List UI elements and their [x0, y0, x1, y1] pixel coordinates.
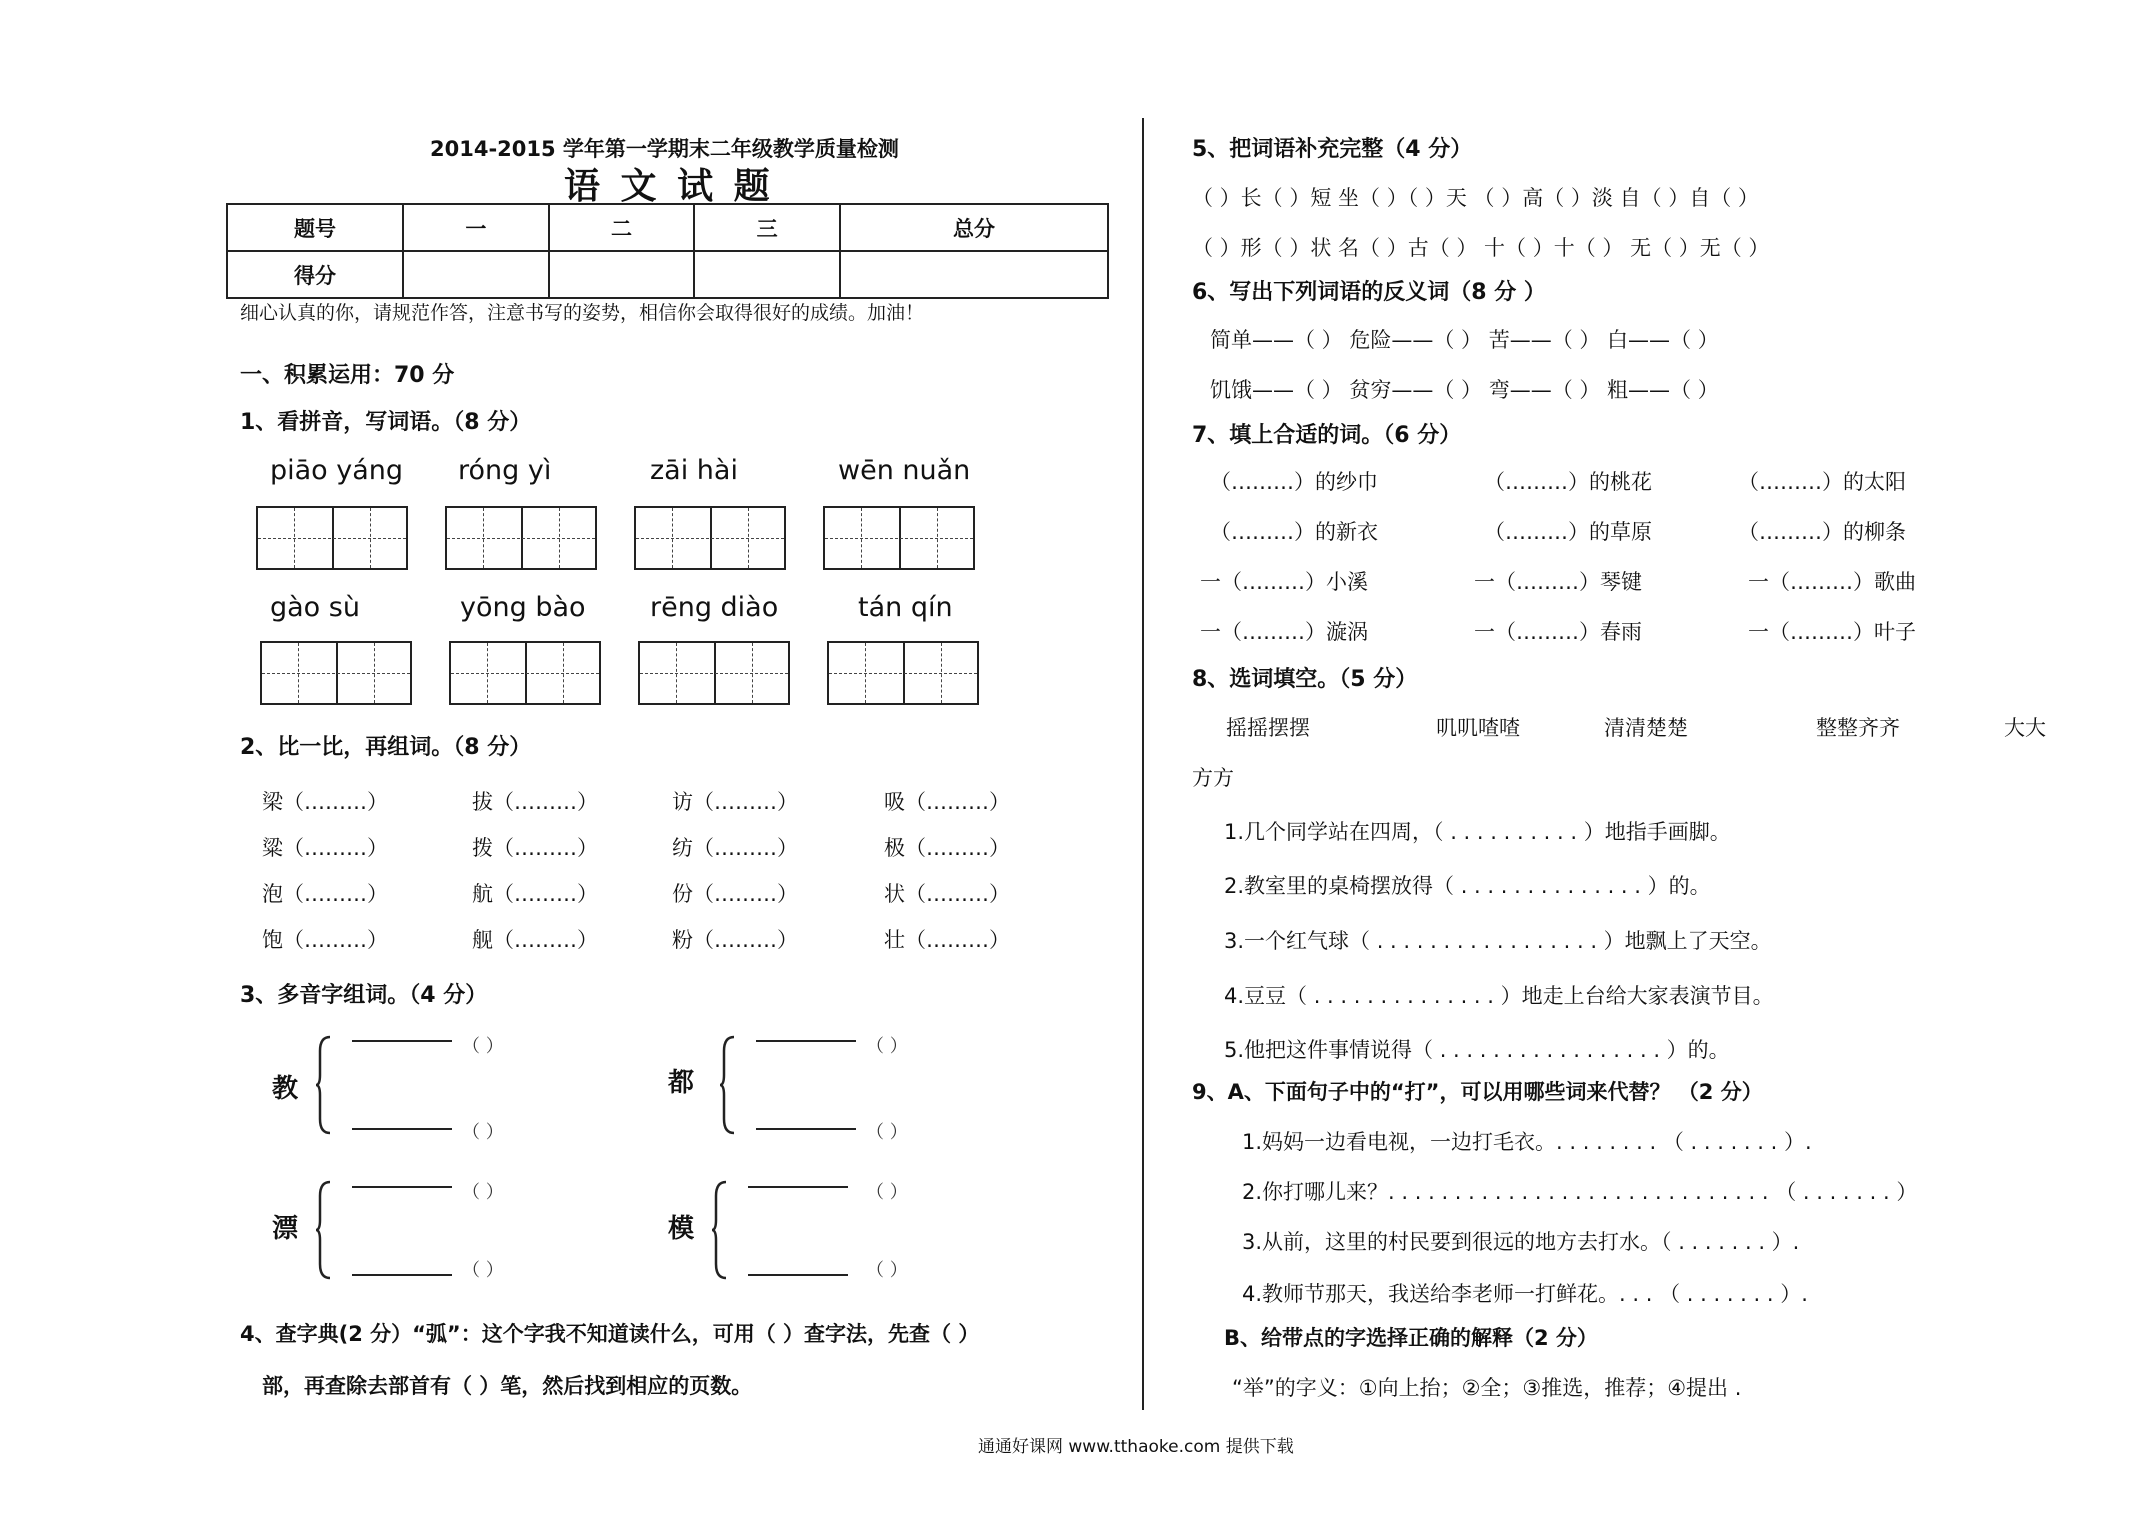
- column-divider: [1142, 118, 1144, 1410]
- page-footer: 通通好课网 www.tthaoke.com 提供下载: [978, 1437, 1294, 1457]
- pinyin-label: tán qín: [858, 592, 953, 623]
- score-table-header-row: [227, 204, 1108, 251]
- exam-title: 语 文 试 题: [564, 166, 774, 207]
- fill-word-item[interactable]: 一（………）春雨: [1474, 620, 1642, 644]
- writing-grid[interactable]: [634, 506, 786, 570]
- compare-item[interactable]: 航（………）: [472, 882, 598, 906]
- section-1-heading: 一、积累运用：70 分: [240, 363, 455, 388]
- q7-title: 7、填上合适的词。（6 分）: [1192, 423, 1462, 448]
- compare-item[interactable]: 梁（………）: [262, 790, 388, 814]
- compare-item[interactable]: 份（………）: [672, 882, 798, 906]
- compare-item[interactable]: 泡（………）: [262, 882, 388, 906]
- replace-sentence[interactable]: 1.妈妈一边看电视，一边打毛衣。. . . . . . . . （ . . . . . . . ）.: [1242, 1130, 1812, 1154]
- compare-item[interactable]: 拨（………）: [472, 836, 598, 860]
- compare-item[interactable]: 访（………）: [672, 790, 798, 814]
- polyphone-char: 教: [272, 1074, 299, 1104]
- answer-line[interactable]: [352, 1274, 452, 1276]
- q3-title: 3、多音字组词。（4 分）: [240, 983, 488, 1008]
- pinyin-label: róng yì: [458, 455, 552, 486]
- fill-word-item[interactable]: 一（………）小溪: [1200, 570, 1368, 594]
- pinyin-paren[interactable]: （ ）: [866, 1182, 908, 1203]
- answer-line[interactable]: [748, 1186, 848, 1188]
- fill-word-item[interactable]: （………）的纱巾: [1210, 470, 1378, 494]
- compare-item[interactable]: 极（………）: [884, 836, 1010, 860]
- word-choice: 叽叽喳喳: [1436, 716, 1520, 740]
- score-input-cell[interactable]: [549, 251, 695, 298]
- pinyin-paren[interactable]: （ ）: [462, 1036, 504, 1057]
- fill-word-item[interactable]: 一（………）叶子: [1748, 620, 1916, 644]
- q9-title: 9、A、下面句子中的“打”，可以用哪些词来代替？ （2 分）: [1192, 1080, 1763, 1104]
- pinyin-paren[interactable]: （ ）: [866, 1036, 908, 1057]
- compare-item[interactable]: 舰（………）: [472, 928, 598, 952]
- score-cell: 二: [549, 204, 695, 251]
- fill-sentence[interactable]: 1.几个同学站在四周，（ . . . . . . . . . . ）地指手画脚。: [1224, 820, 1731, 844]
- compare-item[interactable]: 粉（………）: [672, 928, 798, 952]
- pinyin-paren[interactable]: （ ）: [462, 1122, 504, 1143]
- answer-line[interactable]: [748, 1274, 848, 1276]
- score-cell: 一: [403, 204, 549, 251]
- pinyin-label: piāo yáng: [270, 455, 404, 486]
- pinyin-label: yōng bào: [460, 592, 586, 623]
- word-choice: 清清楚楚: [1604, 716, 1688, 740]
- replace-sentence[interactable]: 4.教师节那天，我送给李老师一打鲜花。. . . （ . . . . . . . ）.: [1242, 1282, 1808, 1306]
- score-input-cell[interactable]: [694, 251, 840, 298]
- fill-word-item[interactable]: 一（………）歌曲: [1748, 570, 1916, 594]
- replace-sentence[interactable]: 2.你打哪儿来？. . . . . . . . . . . . . . . . . . . . . . . . . . . . . （ . . . . . . . ）: [1242, 1180, 1918, 1204]
- q6-line-1[interactable]: 简单——（ ） 危险——（ ） 苦——（ ） 白——（ ）: [1210, 328, 1719, 352]
- answer-line[interactable]: [756, 1040, 856, 1042]
- score-input-cell[interactable]: [403, 251, 549, 298]
- score-table: [226, 203, 1109, 299]
- q4-line-1: 4、查字典(2 分）“弧”：这个字我不知道读什么，可用（ ）查字法，先查（ ）: [240, 1322, 980, 1346]
- fill-word-item[interactable]: （………）的桃花: [1484, 470, 1652, 494]
- polyphone-char: 都: [668, 1068, 695, 1098]
- brace-icon: [720, 1035, 736, 1135]
- answer-line[interactable]: [352, 1128, 452, 1130]
- score-table-score-row: [227, 251, 1108, 298]
- pinyin-label: zāi hài: [650, 455, 738, 486]
- brace-icon: [316, 1180, 332, 1280]
- writing-grid[interactable]: [260, 641, 412, 705]
- polyphone-char: 漂: [272, 1214, 299, 1244]
- writing-grid[interactable]: [638, 641, 790, 705]
- fill-word-item[interactable]: （………）的柳条: [1738, 520, 1906, 544]
- q2-title: 2、比一比，再组词。（8 分）: [240, 735, 532, 760]
- q6-line-2[interactable]: 饥饿——（ ） 贫穷——（ ） 弯——（ ） 粗——（ ）: [1210, 378, 1719, 402]
- writing-grid[interactable]: [256, 506, 408, 570]
- word-choice: 摇摇摆摆: [1226, 716, 1310, 740]
- q5-line-1[interactable]: （ ）长（ ）短 坐（ ）（ ）天 （ ）高（ ）淡 自（ ）自（ ）: [1192, 186, 1759, 210]
- fill-sentence[interactable]: 2.教室里的桌椅摆放得（ . . . . . . . . . . . . . . ）的。: [1224, 874, 1711, 898]
- fill-sentence[interactable]: 5.他把这件事情说得（ . . . . . . . . . . . . . . . . . ）的。: [1224, 1038, 1730, 1062]
- polyphone-char: 模: [668, 1214, 695, 1244]
- pinyin-paren[interactable]: （ ）: [866, 1260, 908, 1281]
- writing-grid[interactable]: [449, 641, 601, 705]
- q5-line-2[interactable]: （ ）形（ ）状 名（ ）古（ ） 十（ ）十（ ） 无（ ）无（ ）: [1192, 236, 1770, 260]
- q9-b-definitions: “举”的字义：①向上抬；②全；③推选，推荐；④提出 .: [1232, 1376, 1742, 1400]
- q4-line-2: 部，再查除去部首有（ ）笔，然后找到相应的页数。: [262, 1374, 753, 1398]
- answer-line[interactable]: [352, 1186, 452, 1188]
- writing-grid[interactable]: [827, 641, 979, 705]
- fill-sentence[interactable]: 3.一个红气球（ . . . . . . . . . . . . . . . . . ）地飘上了天空。: [1224, 929, 1772, 953]
- intro-text: 细心认真的你，请规范作答，注意书写的姿势，相信你会取得很好的成绩。加油！: [240, 302, 925, 324]
- exam-subtitle: 2014-2015 学年第一学期末二年级教学质量检测: [430, 137, 899, 161]
- pinyin-label: gào sù: [270, 592, 360, 623]
- compare-item[interactable]: 吸（………）: [884, 790, 1010, 814]
- q9-b-title: B、给带点的字选择正确的解释（2 分）: [1224, 1326, 1598, 1350]
- pinyin-label: rēng diào: [650, 592, 779, 623]
- writing-grid[interactable]: [823, 506, 975, 570]
- compare-item[interactable]: 纺（………）: [672, 836, 798, 860]
- q8-title: 8、选词填空。（5 分）: [1192, 667, 1418, 692]
- pinyin-paren[interactable]: （ ）: [462, 1260, 504, 1281]
- fill-sentence[interactable]: 4.豆豆（ . . . . . . . . . . . . . . ）地走上台给大家表演节目。: [1224, 984, 1774, 1008]
- compare-item[interactable]: 饱（………）: [262, 928, 388, 952]
- score-cell: 题号: [227, 204, 403, 251]
- answer-line[interactable]: [756, 1128, 856, 1130]
- score-input-cell[interactable]: [840, 251, 1108, 298]
- fill-word-item[interactable]: 一（………）漩涡: [1200, 620, 1368, 644]
- fill-word-item[interactable]: （………）的草原: [1484, 520, 1652, 544]
- word-choice: 大大: [2004, 716, 2046, 740]
- compare-item[interactable]: 拔（………）: [472, 790, 598, 814]
- pinyin-paren[interactable]: （ ）: [866, 1122, 908, 1143]
- pinyin-label: wēn nuǎn: [838, 455, 971, 486]
- pinyin-paren[interactable]: （ ）: [462, 1182, 504, 1203]
- brace-icon: [316, 1035, 332, 1135]
- fill-word-item[interactable]: （………）的太阳: [1738, 470, 1906, 494]
- writing-grid[interactable]: [445, 506, 597, 570]
- compare-item[interactable]: 粱（………）: [262, 836, 388, 860]
- q1-title: 1、看拼音，写词语。（8 分）: [240, 410, 532, 435]
- score-cell: 得分: [227, 251, 403, 298]
- fill-word-item[interactable]: 一（………）琴键: [1474, 570, 1642, 594]
- q5-title: 5、把词语补充完整（4 分）: [1192, 137, 1473, 162]
- word-choice: 整整齐齐: [1816, 716, 1900, 740]
- score-cell: 总分: [840, 204, 1108, 251]
- brace-icon: [712, 1180, 728, 1280]
- score-cell: 三: [694, 204, 840, 251]
- word-choice-tail: 方方: [1192, 766, 1234, 790]
- fill-word-item[interactable]: （………）的新衣: [1210, 520, 1378, 544]
- replace-sentence[interactable]: 3.从前，这里的村民要到很远的地方去打水。（ . . . . . . . ）.: [1242, 1230, 1800, 1254]
- compare-item[interactable]: 状（………）: [884, 882, 1010, 906]
- q6-title: 6、写出下列词语的反义词（8 分 ）: [1192, 280, 1546, 305]
- compare-item[interactable]: 壮（………）: [884, 928, 1010, 952]
- answer-line[interactable]: [352, 1040, 452, 1042]
